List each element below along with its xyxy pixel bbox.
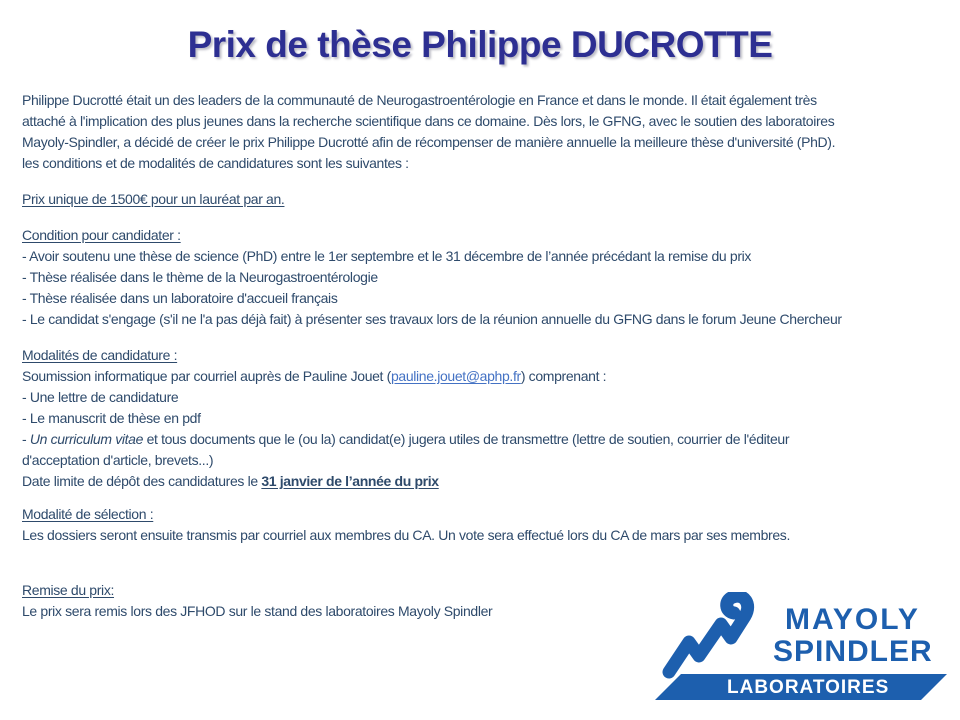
candidature-heading: Modalités de candidature : (22, 347, 178, 363)
intro-line: les conditions et de modalités de candidatures sont les suivantes : (22, 155, 409, 171)
prize-line (22, 189, 952, 210)
conditions-heading: Condition pour candidater : (22, 227, 181, 243)
intro-line: Philippe Ducrotté était un des leaders de la communauté de Neurogastroentérologie en France et dans le monde. Il était également très (22, 92, 817, 108)
page-title: Prix de thèse Philippe DUCROTTE (187, 24, 773, 65)
cv-rest: et tous documents que le (ou la) candidat(e) jugera utiles de transmettre (lettre de soutien, courrier de l'éditeur (143, 431, 790, 447)
condition-item: - Le candidat s'engage (s'il ne l'a pas déjà fait) à présenter ses travaux lors de la réunion annuelle du GFNG dans le forum Jeune Chercheur (22, 311, 842, 327)
logo-banner-text: LABORATOIRES (727, 677, 890, 698)
condition-item: - Thèse réalisée dans le thème de la Neurogastroentérologie (22, 269, 378, 285)
logo-word-mayoly: MAYOLY (785, 603, 920, 636)
candidature-item-cv-wrap: d'acceptation d'article, brevets...) (22, 452, 214, 468)
remise-text: Le prix sera remis lors des JFHOD sur le stand des laboratoires Mayoly Spindler (22, 603, 493, 619)
deadline-emphasis: 31 janvier de l’année du prix (261, 473, 439, 489)
selection-text: Les dossiers seront ensuite transmis par courriel aux membres du CA. Un vote sera effectué lors du CA de mars par ses membres. (22, 527, 790, 543)
intro-line: attaché à l'implication des plus jeunes dans la recherche scientifique dans ce domaine. Dès lors, le GFNG, avec le soutien des laboratoires (22, 113, 835, 129)
remise-heading: Remise du prix: (22, 582, 115, 598)
intro-line: Mayoly-Spindler, a décidé de créer le prix Philippe Ducrotté afin de récompenser de manière annuelle la meilleure thèse d'université (PhD). (22, 134, 836, 150)
selection-heading: Modalité de sélection : (22, 506, 154, 522)
prize-text: Prix unique de 1500€ pour un lauréat par an. (22, 191, 285, 207)
email-link[interactable]: pauline.jouet@aphp.fr (390, 368, 521, 384)
submission-line (22, 366, 952, 387)
cv-dash: - (22, 431, 30, 447)
condition-item: - Avoir soutenu une thèse de science (PhD) entre le 1er septembre et le 31 décembre de l’année précédant la remise du prix (22, 248, 752, 264)
cv-italic-text: Un curriculum vitae (29, 431, 144, 447)
condition-item: - Thèse réalisée dans un laboratoire d'accueil français (22, 290, 338, 306)
logo-word-spindler: SPINDLER (773, 635, 933, 668)
mayoly-spindler-logo (655, 592, 947, 704)
deadline-prefix: Date limite de dépôt des candidatures le (22, 473, 262, 489)
slide-body (22, 90, 952, 622)
deadline-line (22, 471, 952, 492)
candidature-item-cv (22, 429, 952, 450)
candidature-item: - Le manuscrit de thèse en pdf (22, 410, 201, 426)
submission-prefix: Soumission informatique par courriel auprès de Pauline Jouet ( (22, 368, 391, 384)
candidature-item: - Une lettre de candidature (22, 389, 179, 405)
submission-suffix: ) comprenant : (520, 368, 607, 384)
logo-squiggle-icon (669, 596, 748, 672)
